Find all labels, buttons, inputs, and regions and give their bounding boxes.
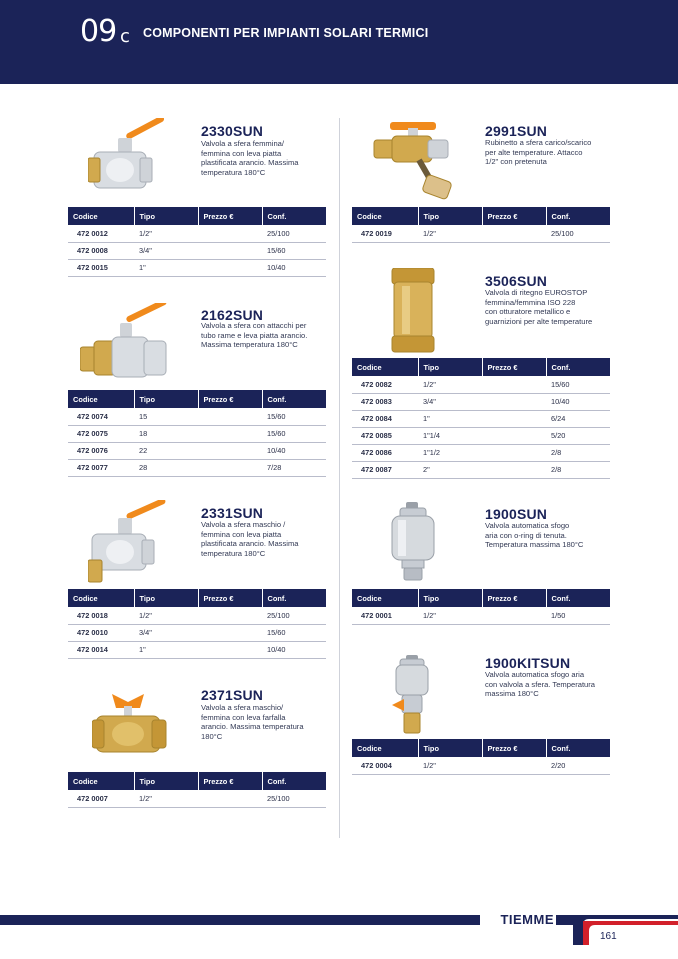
- col-codice: Codice: [352, 207, 418, 225]
- table-row: 472 0076 22 10/40: [68, 442, 326, 459]
- table-row: 472 0087 2" 2/8: [352, 461, 610, 478]
- product-table: [68, 589, 326, 659]
- col-prezzo: Prezzo €: [482, 207, 546, 225]
- col-conf: Conf.: [262, 772, 326, 790]
- footer-swoosh-icon: [573, 915, 678, 945]
- table-row: 472 0015 1" 10/40: [68, 259, 326, 276]
- col-prezzo: Prezzo €: [482, 589, 546, 607]
- col-conf: Conf.: [546, 589, 610, 607]
- product-code: 2371SUN: [201, 687, 264, 703]
- chapter-letter: c: [120, 26, 130, 47]
- product-table: [352, 739, 610, 775]
- table-row: 472 0083 3/4" 10/40: [352, 393, 610, 410]
- col-prezzo: Prezzo €: [198, 207, 262, 225]
- product-code: 1900KITSUN: [485, 655, 571, 671]
- col-tipo: Tipo: [134, 390, 198, 408]
- product-table: [68, 772, 326, 808]
- table-row: 472 0001 1/2" 1/50: [352, 607, 610, 624]
- product-table: [352, 589, 610, 625]
- table-row: 472 0074 15 15/60: [68, 408, 326, 425]
- product-description: Valvola a sfera femmina/ femmina con leva piatta plastificata arancio. Massima temperatura 180°C: [201, 139, 299, 177]
- product-code: 2162SUN: [201, 307, 264, 323]
- col-codice: Codice: [352, 358, 418, 376]
- col-tipo: Tipo: [134, 207, 198, 225]
- col-codice: Codice: [68, 589, 134, 607]
- col-prezzo: Prezzo €: [482, 358, 546, 376]
- chapter-number: 09: [80, 14, 117, 49]
- col-prezzo: Prezzo €: [198, 589, 262, 607]
- product-description: Valvola di ritegno EUROSTOP femmina/femmina ISO 228 con otturatore metallico e guarnizioni per alte temperature: [485, 288, 593, 326]
- drain-valve-image: [370, 118, 460, 200]
- product-code: 2991SUN: [485, 123, 548, 139]
- col-conf: Conf.: [262, 589, 326, 607]
- table-row: 472 0014 1" 10/40: [68, 641, 326, 658]
- page-header: [0, 0, 678, 84]
- page-number: 161: [600, 931, 617, 942]
- butterfly-ball-valve-image: [92, 690, 168, 758]
- table-row: 472 0084 1" 6/24: [352, 410, 610, 427]
- table-row: 472 0018 1/2" 25/100: [68, 607, 326, 624]
- product-code: 3506SUN: [485, 273, 548, 289]
- col-codice: Codice: [68, 207, 134, 225]
- product-description: Valvola a sfera con attacchi per tubo rame e leva piatta arancio. Massima temperatura 180°C: [201, 321, 308, 350]
- column-divider: [339, 118, 340, 838]
- product-code: 2331SUN: [201, 505, 264, 521]
- table-row: 472 0007 1/2" 25/100: [68, 790, 326, 807]
- col-codice: Codice: [352, 589, 418, 607]
- compression-ball-valve-image: [80, 303, 176, 385]
- table-row: 472 0008 3/4" 15/60: [68, 242, 326, 259]
- col-codice: Codice: [352, 739, 418, 757]
- col-tipo: Tipo: [134, 589, 198, 607]
- product-description: Rubinetto a sfera carico/scarico per alte temperature. Attacco 1/2" con pretenuta: [485, 138, 592, 167]
- col-conf: Conf.: [546, 358, 610, 376]
- air-vent-image: [388, 502, 438, 582]
- col-codice: Codice: [68, 390, 134, 408]
- table-row: 472 0004 1/2" 2/20: [352, 757, 610, 774]
- table-row: 472 0085 1"1/4 5/20: [352, 427, 610, 444]
- product-table: [68, 390, 326, 477]
- product-description: Valvola a sfera maschio/ femmina con leva farfalla arancio. Massima temperatura 180°C: [201, 703, 304, 741]
- col-conf: Conf.: [546, 207, 610, 225]
- product-code: 1900SUN: [485, 506, 548, 522]
- product-description: Valvola a sfera maschio / femmina con leva piatta plastificata arancio. Massima temperatura 180°C: [201, 520, 299, 558]
- product-table: [68, 207, 326, 277]
- col-tipo: Tipo: [418, 739, 482, 757]
- col-prezzo: Prezzo €: [198, 390, 262, 408]
- col-conf: Conf.: [262, 207, 326, 225]
- chapter-title: COMPONENTI PER IMPIANTI SOLARI TERMICI: [143, 26, 429, 40]
- table-row: 472 0082 1/2" 15/60: [352, 376, 610, 393]
- product-code: 2330SUN: [201, 123, 264, 139]
- col-codice: Codice: [68, 772, 134, 790]
- product-table: [352, 358, 610, 479]
- check-valve-image: [388, 268, 438, 354]
- col-tipo: Tipo: [418, 358, 482, 376]
- product-table: [352, 207, 610, 243]
- ball-valve-lever-image: [88, 118, 174, 198]
- ball-valve-lever-image: [88, 500, 174, 584]
- brand-logo: TIEMME: [480, 912, 556, 928]
- col-conf: Conf.: [546, 739, 610, 757]
- col-conf: Conf.: [262, 390, 326, 408]
- col-prezzo: Prezzo €: [198, 772, 262, 790]
- table-row: 472 0012 1/2" 25/100: [68, 225, 326, 242]
- table-row: 472 0086 1"1/2 2/8: [352, 444, 610, 461]
- table-row: 472 0075 18 15/60: [68, 425, 326, 442]
- product-description: Valvola automatica sfogo aria con valvola a sfera. Temperatura massima 180°C: [485, 670, 596, 699]
- product-description: Valvola automatica sfogo aria con o-ring di tenuta. Temperatura massima 180°C: [485, 521, 584, 550]
- col-tipo: Tipo: [418, 589, 482, 607]
- table-row: 472 0077 28 7/28: [68, 459, 326, 476]
- col-prezzo: Prezzo €: [482, 739, 546, 757]
- col-tipo: Tipo: [418, 207, 482, 225]
- table-row: 472 0019 1/2" 25/100: [352, 225, 610, 242]
- col-tipo: Tipo: [134, 772, 198, 790]
- air-vent-kit-image: [392, 655, 442, 737]
- table-row: 472 0010 3/4" 15/60: [68, 624, 326, 641]
